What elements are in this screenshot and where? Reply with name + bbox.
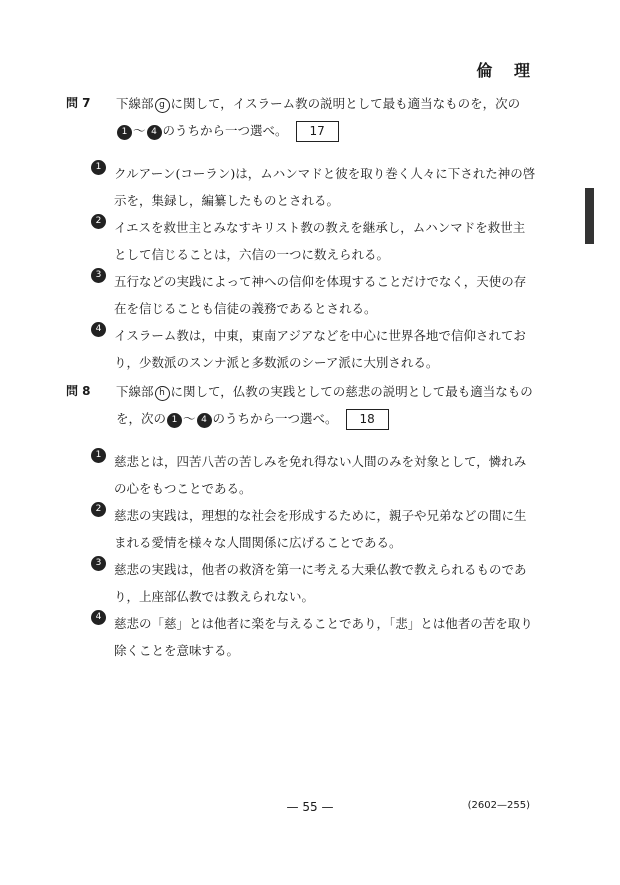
option-text: 慈悲とは，四苦八苦の苦しみを免れ得ない人間のみを対象として，憐れみの心をもつことである。 [114,454,527,496]
range-separator: ～ [133,123,146,138]
option-item[interactable] [95,448,536,502]
option-marker-icon: 4 [91,322,106,337]
option-marker-icon: 2 [91,214,106,229]
option-item[interactable] [95,322,536,376]
question-8 [66,378,536,664]
option-text: 慈悲の「慈」とは他者に楽を与えることであり，「悲」とは他者の苦を取り除くことを意味する。 [114,616,533,658]
option-text: 慈悲の実践は，他者の救済を第一に考える大乗仏教で教えられるものであり，上座部仏教では教えられない。 [114,562,527,604]
option-text: 慈悲の実践は，理想的な社会を形成するために，親子や兄弟などの間に生まれる愛情を様々な人間関係に広げることである。 [114,508,527,550]
option-item[interactable] [95,610,536,664]
question-8-prompt [66,378,536,432]
underline-mark-icon: h [155,386,170,401]
exam-code: (2602—255) [467,800,530,811]
prompt-text: のうちから一つ選べ。 [162,123,288,138]
option-marker-icon: 2 [91,502,106,517]
option-item[interactable] [95,160,536,214]
subject-title: 倫 理 [476,61,538,80]
option-text: クルアーン(コーラン)は，ムハンマドと彼を取り巻く人々に下された神の啓示を，集録し，編纂したものとされる。 [114,166,536,208]
option-text: イエスを救世主とみなすキリスト教の教えを継承し，ムハンマドを救世主として信じることは，六信の一つに数えられる。 [114,220,526,262]
option-marker-icon: 3 [91,556,106,571]
option-text: 五行などの実践によって神への信仰を体現することだけでなく，天使の存在を信じることも信徒の義務であるとされる。 [114,274,527,316]
prompt-text: に関して，仏教の実践としての慈悲の説明として最も適当なものを，次の [116,384,533,426]
side-tab-marker [585,188,594,244]
range-start-icon: 1 [167,413,182,428]
option-text: イスラーム教は，中東，東南アジアなどを中心に世界各地で信仰されており，少数派のスンナ派と多数派のシーア派に大別される。 [114,328,526,370]
range-end-icon: 4 [147,125,162,140]
option-marker-icon: 1 [91,448,106,463]
option-item[interactable] [95,502,536,556]
options-list [66,448,536,664]
range-start-icon: 1 [117,125,132,140]
range-separator: ～ [183,411,196,426]
page-number: — 55 — [286,800,334,814]
option-item[interactable] [95,268,536,322]
answer-box[interactable]: 17 [296,121,339,142]
underline-mark-icon: g [155,98,170,113]
option-marker-icon: 3 [91,268,106,283]
answer-box[interactable]: 18 [346,409,389,430]
prompt-text: 下線部 [116,384,154,399]
option-marker-icon: 4 [91,610,106,625]
prompt-text: 下線部 [116,96,154,111]
prompt-text: のうちから一つ選べ。 [212,411,338,426]
prompt-text: に関して，イスラーム教の説明として最も適当なものを，次の [170,96,521,111]
range-end-icon: 4 [197,413,212,428]
question-number: 問 8 [66,384,91,398]
option-item[interactable] [95,214,536,268]
option-item[interactable] [95,556,536,610]
option-marker-icon: 1 [91,160,106,175]
question-number: 問 7 [66,96,91,110]
question-7-prompt [66,90,536,144]
options-list [66,160,536,376]
question-7 [66,90,536,376]
